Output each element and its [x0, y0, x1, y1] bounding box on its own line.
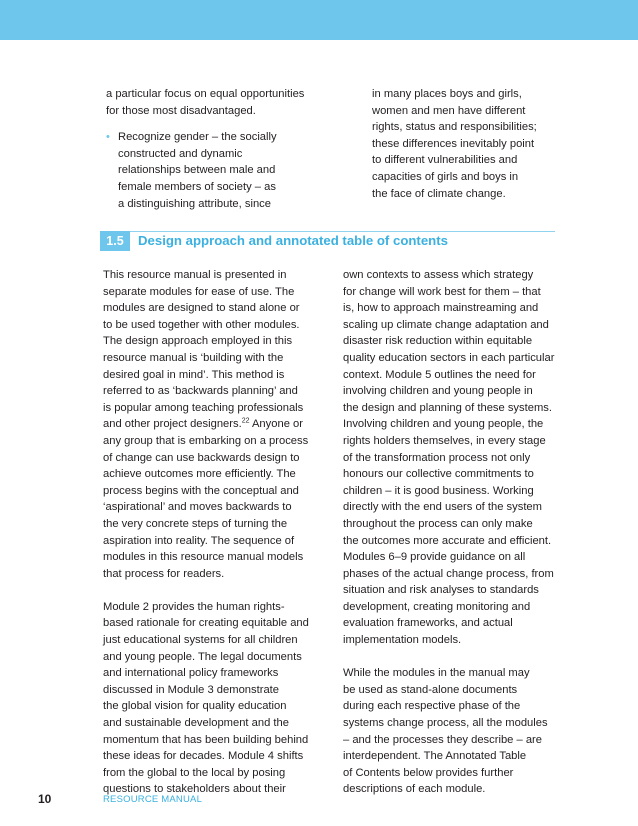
text-line: desired goal in mind’. This method is — [103, 368, 285, 381]
text-line: This resource manual is presented in — [103, 269, 287, 281]
text-line: momentum that has been building behind — [103, 733, 309, 746]
text-line: any group that is embarking on a process — [103, 434, 309, 447]
text-line: and sustainable development and the — [103, 717, 289, 730]
text-line: implementation models. — [343, 634, 462, 647]
text-line — [103, 416, 335, 433]
top-right-column — [372, 86, 592, 202]
text-line: While the modules in the manual may — [343, 667, 530, 680]
text-line: – and the processes they describe – are — [343, 733, 543, 746]
text-line: capacities of girls and boys in — [372, 170, 519, 183]
text-line: in many places boys and girls, — [372, 88, 522, 100]
text-line: directly with the end users of the system — [343, 501, 542, 514]
text-line: and international policy frameworks — [103, 667, 279, 680]
text-line: the global vision for quality education — [103, 700, 287, 713]
text-line: these differences inevitably point — [372, 137, 535, 150]
body-left-column — [103, 267, 335, 798]
paragraph-modules-2-4 — [103, 599, 335, 798]
text-line: context. Module 5 outlines the need for — [343, 368, 536, 381]
text-line: throughout the process can only make — [343, 517, 533, 530]
text-line: and young people. The legal documents — [103, 650, 302, 663]
text-line: rights, status and responsibilities; — [372, 121, 537, 134]
text-line: Module 2 provides the human rights- — [103, 600, 285, 613]
text-line: disaster risk reduction within equitable — [343, 335, 533, 348]
bullet-dot-icon: • — [106, 131, 110, 144]
text-line: to different vulnerabilities and — [372, 154, 518, 167]
text-line: process begins with the conceptual and — [103, 484, 299, 497]
text-line: constructed and dynamic — [118, 147, 243, 160]
text-line: of the transformation process not only — [343, 451, 531, 464]
text-line: modules in this resource manual models — [103, 551, 304, 564]
top-left-paragraph — [106, 86, 336, 119]
text-line: for those most disadvantaged. — [106, 104, 256, 117]
text-line: female members of society – as — [118, 180, 276, 193]
top-left-column — [106, 86, 336, 212]
text-line: just educational systems for all children — [103, 634, 298, 647]
paragraph-interdependence — [343, 665, 571, 798]
text-line: referred to as ‘backwards planning’ and — [103, 385, 298, 398]
text-line: be used as stand-alone documents — [343, 683, 518, 696]
text-line: the design and planning of these systems. — [343, 401, 552, 414]
text-line: evaluation frameworks, and actual — [343, 617, 513, 630]
text-line: systems change process, all the modules — [343, 717, 548, 730]
text-line: achieve outcomes more efficiently. The — [103, 468, 296, 481]
text-line: a distinguishing attribute, since — [118, 197, 271, 210]
section-number-badge: 1.5 — [100, 231, 130, 251]
paragraph-gap — [343, 649, 571, 666]
text-line: Involving children and young people, the — [343, 418, 544, 431]
footer-label: RESOURCE MANUAL — [103, 794, 203, 805]
header-color-band — [0, 0, 638, 40]
text-line: from the global to the local by posing — [103, 766, 286, 779]
text-line: aspiration into reality. The sequence of — [103, 534, 295, 547]
text-line: scaling up climate change adaptation and — [343, 318, 549, 331]
text-line: during each respective phase of the — [343, 700, 521, 713]
text-line: women and men have different — [372, 104, 526, 117]
body-right-column — [343, 267, 571, 798]
text-line: The design approach employed in this — [103, 335, 293, 348]
section-heading: Design approach and annotated table of contents — [138, 233, 448, 248]
text-line: relationships between male and — [118, 164, 276, 177]
paragraph-design-approach — [103, 267, 335, 582]
text-line: resource manual is ‘building with the — [103, 351, 284, 364]
text-line: the face of climate change. — [372, 187, 506, 200]
text-line: the very concrete steps of turning the — [103, 517, 288, 530]
text-line: modules are designed to stand alone or — [103, 302, 300, 315]
text-line: a particular focus on equal opportunities — [106, 88, 305, 100]
text-line: the outcomes more accurate and efficient. — [343, 534, 552, 547]
paragraph-modules-5-9 — [343, 267, 571, 649]
text-line: phases of the actual change process, from — [343, 567, 554, 580]
footnote-line-text: and other project designers. — [103, 418, 242, 431]
footnote-line-tail: Anyone or — [249, 418, 303, 431]
text-line: to be used together with other modules. — [103, 318, 300, 331]
text-line: Modules 6–9 provide guidance on all — [343, 551, 526, 564]
text-line: separate modules for ease of use. The — [103, 285, 295, 298]
text-line: discussed in Module 3 demonstrate — [103, 683, 279, 696]
text-line: is, how to approach mainstreaming and — [343, 302, 539, 315]
text-line: development, creating monitoring and — [343, 600, 531, 613]
text-line: descriptions of each module. — [343, 783, 486, 796]
bullet-item-gender — [106, 129, 336, 212]
text-line: ‘aspirational’ and moves backwards to — [103, 501, 292, 514]
page-number: 10 — [38, 792, 52, 806]
footnote-reference: 22 — [241, 417, 250, 425]
text-line: involving children and young people in — [343, 385, 533, 398]
text-line: of Contents below provides further — [343, 766, 514, 779]
text-line: for change will work best for them – that — [343, 285, 541, 298]
paragraph-gap — [103, 582, 335, 599]
text-line: these ideas for decades. Module 4 shifts — [103, 750, 304, 763]
text-line: Recognize gender – the socially — [118, 131, 277, 144]
text-line: of change can use backwards design to — [103, 451, 300, 464]
text-line: interdependent. The Annotated Table — [343, 750, 527, 763]
text-line: rights holders themselves, in every stage — [343, 434, 546, 447]
text-line: honours our collective commitments to — [343, 468, 534, 481]
text-line: quality education sectors in each particular — [343, 351, 555, 364]
text-line: is popular among teaching professionals — [103, 401, 304, 414]
text-line: based rationale for creating equitable and — [103, 617, 309, 630]
text-line: children – it is good business. Working — [343, 484, 534, 497]
text-line: situation and risk analyses to standards — [343, 584, 539, 597]
text-line: own contexts to assess which strategy — [343, 269, 534, 281]
text-line: that process for readers. — [103, 567, 225, 580]
text-line: questions to stakeholders about their — [103, 783, 286, 796]
